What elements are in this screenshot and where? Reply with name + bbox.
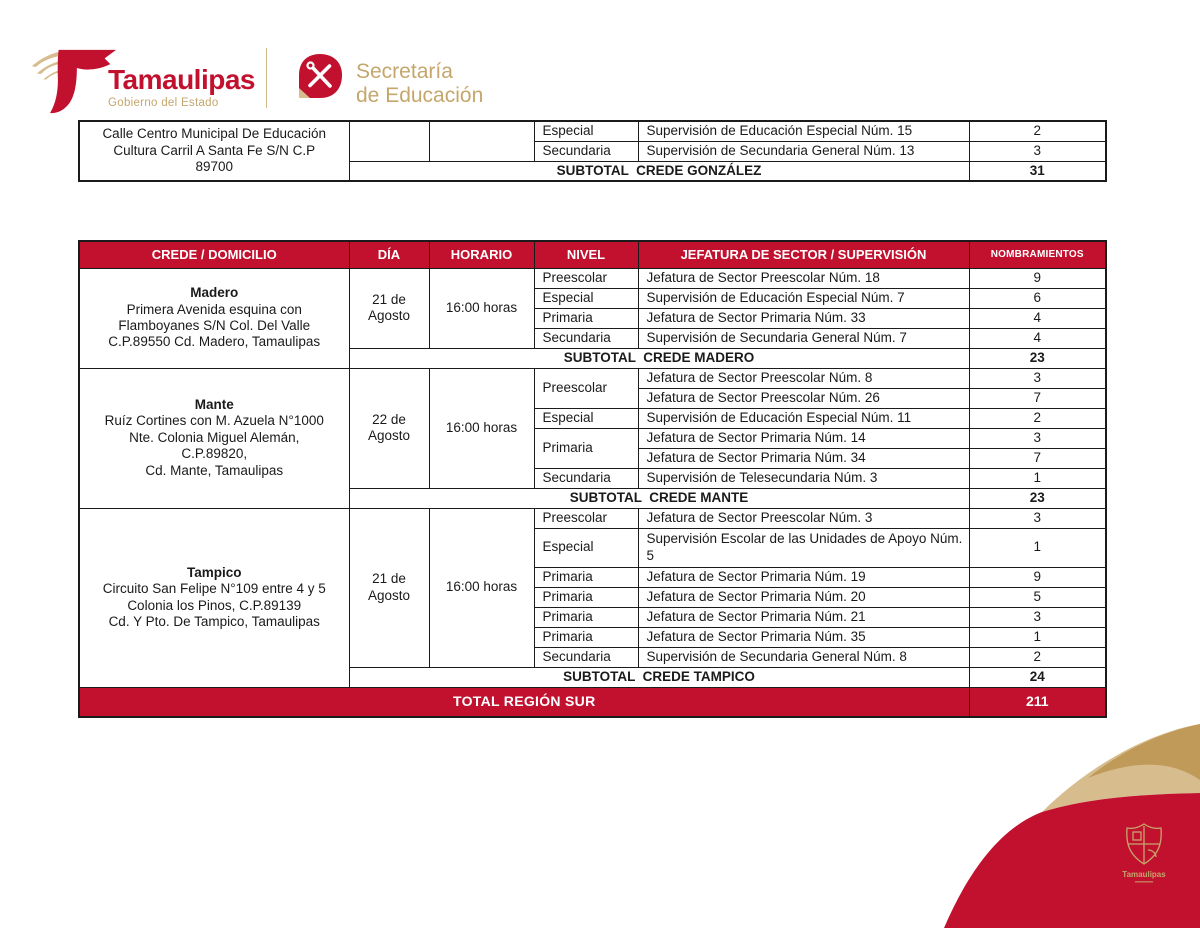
jefatura-cell: Supervisión de Secundaria General Núm. 8 (638, 647, 969, 667)
secretariat-line1: Secretaría (356, 60, 453, 83)
nombramientos-cell: 7 (969, 448, 1106, 468)
address-line: Colonia los Pinos, C.P.89139 (127, 597, 302, 613)
column-header: JEFATURA DE SECTOR / SUPERVISIÓN (638, 241, 969, 268)
crede-gonzalez-table (78, 120, 1107, 182)
address-cell (79, 508, 349, 687)
address-line: Calle Centro Municipal De Educación (102, 126, 327, 142)
jefatura-cell: Jefatura de Sector Primaria Núm. 21 (638, 607, 969, 627)
table-row (79, 121, 1106, 141)
jefatura-cell: Supervisión de Telesecundaria Núm. 3 (638, 468, 969, 488)
nivel-cell: Primaria (534, 627, 638, 647)
region-sur-table-head (79, 241, 1106, 268)
nivel-cell: Preescolar (534, 268, 638, 288)
subtotal-label: SUBTOTAL CREDE GONZÁLEZ (349, 161, 969, 181)
header-divider (266, 48, 267, 108)
table-row (79, 368, 1106, 388)
subtotal-label: SUBTOTAL CREDE MADERO (349, 348, 969, 368)
nivel-cell: Preescolar (534, 368, 638, 408)
brand-subtitle: Gobierno del Estado (108, 97, 219, 109)
address-line: Circuito San Felipe N°109 entre 4 y 5 (102, 581, 326, 597)
subtotal-value: 23 (969, 488, 1106, 508)
crede-gonzalez-table-body (79, 121, 1106, 181)
address-line: C.P.89820, (181, 446, 248, 462)
address-line: Cd. Y Pto. De Tampico, Tamaulipas (108, 613, 320, 629)
horario-cell: 16:00 horas (429, 508, 534, 667)
address-cell (79, 121, 349, 181)
nivel-cell: Especial (534, 288, 638, 308)
tamaulipas-eagle-icon (30, 44, 118, 114)
jefatura-cell: Jefatura de Sector Preescolar Núm. 18 (638, 268, 969, 288)
jefatura-cell: Jefatura de Sector Primaria Núm. 33 (638, 308, 969, 328)
nombramientos-cell: 2 (969, 121, 1106, 141)
address-line: Cd. Mante, Tamaulipas (145, 462, 284, 478)
subtotal-value: 23 (969, 348, 1106, 368)
jefatura-cell: Supervisión de Educación Especial Núm. 11 (638, 408, 969, 428)
dia-cell (349, 508, 429, 667)
brand-text (108, 66, 255, 109)
jefatura-cell: Jefatura de Sector Primaria Núm. 35 (638, 627, 969, 647)
nivel-cell: Primaria (534, 567, 638, 587)
nivel-cell: Primaria (534, 428, 638, 468)
jefatura-cell: Supervisión de Educación Especial Núm. 15 (638, 121, 969, 141)
subtotal-value: 24 (969, 667, 1106, 687)
horario-cell (429, 121, 534, 161)
header-row (79, 241, 1106, 268)
nombramientos-cell: 3 (969, 368, 1106, 388)
address-cell (79, 268, 349, 368)
jefatura-cell: Jefatura de Sector Primaria Núm. 19 (638, 567, 969, 587)
nombramientos-cell: 1 (969, 627, 1106, 647)
brand-header (0, 0, 1200, 118)
nombramientos-cell: 3 (969, 141, 1106, 161)
nivel-cell: Primaria (534, 308, 638, 328)
nivel-cell: Primaria (534, 587, 638, 607)
jefatura-cell: Supervisión de Secundaria General Núm. 13 (638, 141, 969, 161)
nombramientos-cell: 9 (969, 268, 1106, 288)
address-line: C.P.89550 Cd. Madero, Tamaulipas (108, 334, 321, 350)
city-name: Tampico (186, 564, 242, 580)
column-header: HORARIO (429, 241, 534, 268)
nombramientos-cell: 7 (969, 388, 1106, 408)
region-sur-table-body (79, 268, 1106, 717)
brand-name: Tamaulipas (108, 64, 255, 95)
jefatura-cell: Jefatura de Sector Preescolar Núm. 3 (638, 508, 969, 528)
jefatura-cell: Supervisión de Educación Especial Núm. 7 (638, 288, 969, 308)
nivel-cell: Especial (534, 121, 638, 141)
address-line: Ruíz Cortines con M. Azuela N°1000 (104, 413, 324, 429)
secretariat-line2: de Educación (356, 83, 484, 107)
column-header: NOMBRAMIENTOS (969, 241, 1106, 268)
address-line: 89700 (195, 159, 234, 175)
nivel-cell: Secundaria (534, 141, 638, 161)
address-line: Nte. Colonia Miguel Alemán, (129, 429, 300, 445)
secretariat-title (356, 60, 483, 107)
nombramientos-cell: 9 (969, 567, 1106, 587)
column-header: DÍA (349, 241, 429, 268)
column-header: CREDE / DOMICILIO (79, 241, 349, 268)
column-header: NIVEL (534, 241, 638, 268)
address-line: Flamboyanes S/N Col. Del Valle (118, 318, 311, 333)
cell-line: Agosto (367, 308, 411, 323)
total-value: 211 (969, 687, 1106, 717)
address-cell (79, 368, 349, 508)
city-name: Madero (190, 285, 239, 301)
nivel-cell: Preescolar (534, 508, 638, 528)
subtotal-value: 31 (969, 161, 1106, 181)
nombramientos-cell: 2 (969, 647, 1106, 667)
jefatura-cell: Supervisión Escolar de las Unidades de Apoyo Núm. 5 (638, 528, 969, 567)
subtotal-label: SUBTOTAL CREDE MANTE (349, 488, 969, 508)
cell-line: Agosto (367, 587, 411, 603)
corner-decoration (930, 700, 1200, 928)
jefatura-cell: Supervisión de Secundaria General Núm. 7 (638, 328, 969, 348)
nombramientos-cell: 3 (969, 428, 1106, 448)
nivel-cell: Especial (534, 528, 638, 567)
jefatura-cell: Jefatura de Sector Preescolar Núm. 26 (638, 388, 969, 408)
education-secretariat-icon (296, 52, 344, 100)
jefatura-cell: Jefatura de Sector Preescolar Núm. 8 (638, 368, 969, 388)
nombramientos-cell: 3 (969, 607, 1106, 627)
table-row (79, 268, 1106, 288)
cell-line: Agosto (367, 428, 411, 443)
nombramientos-cell: 2 (969, 408, 1106, 428)
horario-cell: 16:00 horas (429, 268, 534, 348)
total-label: TOTAL REGIÓN SUR (79, 687, 969, 717)
address-line: Cultura Carril A Santa Fe S/N C.P (113, 142, 316, 158)
nivel-cell: Primaria (534, 607, 638, 627)
nivel-cell: Secundaria (534, 468, 638, 488)
jefatura-cell: Jefatura de Sector Primaria Núm. 20 (638, 587, 969, 607)
nombramientos-cell: 5 (969, 587, 1106, 607)
city-name: Mante (194, 396, 234, 412)
region-sur-table (78, 240, 1107, 718)
dia-cell (349, 368, 429, 488)
nombramientos-cell: 1 (969, 468, 1106, 488)
subtotal-label: SUBTOTAL CREDE TAMPICO (349, 667, 969, 687)
corner-emblem-label: Tamaulipas (1122, 870, 1166, 879)
nombramientos-cell: 4 (969, 328, 1106, 348)
horario-cell: 16:00 horas (429, 368, 534, 488)
nombramientos-cell: 6 (969, 288, 1106, 308)
nombramientos-cell: 4 (969, 308, 1106, 328)
dia-cell (349, 268, 429, 348)
nivel-cell: Secundaria (534, 647, 638, 667)
address-line: Primera Avenida esquina con (126, 301, 302, 317)
nivel-cell: Especial (534, 408, 638, 428)
jefatura-cell: Jefatura de Sector Primaria Núm. 14 (638, 428, 969, 448)
nombramientos-cell: 3 (969, 508, 1106, 528)
cell-line: 22 de (372, 411, 406, 427)
jefatura-cell: Jefatura de Sector Primaria Núm. 34 (638, 448, 969, 468)
cell-line: 21 de (372, 291, 406, 307)
dia-cell (349, 121, 429, 161)
cell-line: 21 de (372, 571, 406, 587)
nombramientos-cell: 1 (969, 528, 1106, 567)
nivel-cell: Secundaria (534, 328, 638, 348)
table-row (79, 508, 1106, 528)
